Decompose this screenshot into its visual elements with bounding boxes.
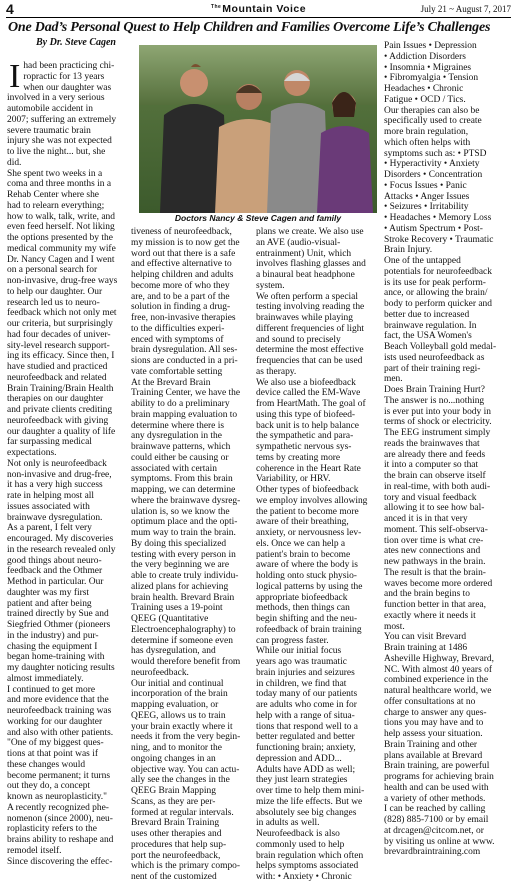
text-line: the very beginning we are bbox=[131, 560, 230, 571]
text-line: tions at that point was if bbox=[7, 749, 98, 759]
text-line: patient and after being bbox=[7, 598, 92, 609]
text-line: almost immediately. bbox=[7, 673, 84, 684]
text-line: function better in that area, bbox=[384, 600, 486, 610]
text-line: tions that respond well to a bbox=[256, 721, 358, 732]
text-line: uses other therapies and bbox=[131, 829, 222, 839]
drop-cap: I bbox=[9, 58, 21, 95]
text-line: Neurofeedback is also bbox=[256, 829, 340, 839]
text-line: our criteria, but surprisingly bbox=[7, 319, 113, 329]
text-line: nomenon (since 2000), neu- bbox=[7, 813, 113, 824]
text-line: encouraged. My discoveries bbox=[7, 534, 114, 544]
text-line: Brain training at 1486 bbox=[384, 643, 468, 653]
text-line: far surpassing medical bbox=[7, 437, 92, 448]
text-line: become permanent; it turns bbox=[7, 770, 110, 781]
text-line: ally see the changes in the bbox=[131, 775, 230, 786]
text-line: over time to help them mini- bbox=[256, 786, 365, 796]
text-line: neurofeedback training was bbox=[7, 706, 112, 716]
text-line: The answer is no...nothing bbox=[384, 395, 485, 406]
text-line: better due to increased bbox=[384, 309, 470, 320]
text-line: Beach Volleyball gold medal- bbox=[384, 342, 497, 352]
text-line: ropractic for 13 years bbox=[23, 71, 105, 82]
text-line: have studied and practiced bbox=[7, 362, 108, 372]
text-line: • Insomnia • Migraines bbox=[384, 62, 472, 73]
text-line: rofeedback of brain training bbox=[256, 624, 362, 635]
text-line: mize the life effects. But we bbox=[256, 796, 363, 807]
text-line: tiveness of neurofeedback, bbox=[131, 227, 232, 237]
text-line: patient's brain to become bbox=[256, 549, 351, 560]
text-line: ability to do a preliminary bbox=[131, 399, 230, 409]
text-line: your brain exactly where it bbox=[131, 721, 233, 732]
text-line: today many of our patients bbox=[256, 689, 358, 700]
text-line: While our initial focus bbox=[256, 646, 342, 657]
text-line: neurofeedback with giving bbox=[7, 415, 109, 426]
text-line: ning, and to monitor the bbox=[131, 743, 222, 753]
text-line: I can be reached by calling bbox=[384, 804, 486, 815]
text-line: One of the untapped bbox=[384, 256, 461, 266]
issue-date: July 21 ~ August 7, 2017 bbox=[420, 4, 511, 14]
text-line: nent of the customized bbox=[131, 872, 217, 882]
text-line: ing its efficacy. Since then, I bbox=[7, 351, 115, 362]
family-photo-figures bbox=[139, 45, 377, 213]
text-line: sity-level research support- bbox=[7, 340, 110, 351]
text-line: are already there and feeds bbox=[384, 449, 486, 460]
text-line: sions are conducted in a pri- bbox=[131, 356, 238, 366]
text-line: Stroke Recovery • Traumatic bbox=[384, 234, 494, 245]
text-line: any dysregulation in the bbox=[131, 431, 222, 442]
text-line: commonly used to help bbox=[256, 839, 345, 850]
text-line: and effective alternative to bbox=[131, 259, 232, 270]
text-line: remodel itself. bbox=[7, 845, 62, 856]
text-line: trained directly by Sue and bbox=[7, 609, 109, 620]
text-line: had four decades of univer- bbox=[7, 329, 111, 340]
text-line: • Focus Issues • Panic bbox=[384, 180, 467, 191]
text-line: these changes would bbox=[7, 759, 86, 770]
text-line: non-invasive and drug-free, bbox=[7, 469, 112, 480]
text-line: charge to answer any ques- bbox=[384, 707, 487, 718]
text-line: Brevard Brain Training bbox=[131, 818, 220, 829]
text-line: system. bbox=[256, 280, 285, 291]
text-line: in real-time, with both audi- bbox=[384, 481, 491, 492]
text-line: brainwave dysregulation. bbox=[7, 512, 103, 523]
text-line: to the difficulties experi- bbox=[131, 323, 225, 334]
text-line: feedback which not only met bbox=[7, 308, 117, 319]
text-line: QEEG Brain Mapping bbox=[131, 786, 216, 796]
text-line: Since discovering the effec- bbox=[7, 856, 113, 867]
text-line: The EEG instrument simply bbox=[384, 428, 491, 438]
text-line: my mission is to now get the bbox=[131, 237, 240, 248]
article-title: One Dad’s Personal Quest to Help Children and Families Overcome Life’s Challenges bbox=[8, 20, 491, 35]
text-line: at drcagen@citcom.net, or bbox=[384, 825, 484, 836]
text-line: aware of where the body is bbox=[256, 560, 358, 571]
text-line: combined experience in the bbox=[384, 675, 489, 686]
text-line: the brain can observe itself bbox=[384, 471, 486, 481]
text-line: had been practicing chi- bbox=[23, 61, 115, 71]
text-line: has dysregulation, and bbox=[131, 646, 216, 657]
text-line: coherence in the Heart Rate bbox=[256, 463, 361, 474]
text-line: it has a very high success bbox=[7, 480, 103, 491]
text-line: back unit is to help balance bbox=[256, 420, 359, 431]
text-line: At the Brevard Brain bbox=[131, 377, 211, 388]
text-line: • Hyperactivity • Anxiety bbox=[384, 159, 480, 170]
text-line: fact, the USA Women's bbox=[384, 331, 472, 342]
text-line: an AVE (audio-visual- bbox=[256, 237, 341, 248]
text-line: waves become more ordered bbox=[384, 578, 493, 589]
text-line: did. bbox=[7, 157, 22, 168]
text-line: logical patterns by using the bbox=[256, 581, 363, 592]
text-line: in children, we find that bbox=[256, 678, 347, 689]
text-line: brains ability to reshape and bbox=[7, 835, 114, 845]
text-line: ates new connections and bbox=[384, 546, 481, 557]
text-line: associated with certain bbox=[131, 463, 217, 474]
text-line: As a parent, I felt very bbox=[7, 523, 92, 534]
text-line: chasing the equipment I bbox=[7, 641, 98, 652]
text-line: non-invasive, drug-free ways bbox=[7, 276, 118, 286]
text-line: in adults as well. bbox=[256, 818, 320, 829]
text-line: even feed herself. Not liking bbox=[7, 222, 115, 233]
text-line: Scans, as they are per- bbox=[131, 796, 216, 807]
text-line: optimum place and the opti- bbox=[131, 517, 238, 528]
masthead-prefix: The bbox=[210, 4, 222, 10]
text-line: You can visit Brevard bbox=[384, 632, 467, 643]
text-line: By doing this specialized bbox=[131, 538, 227, 549]
text-line: is ever put into your body in bbox=[384, 406, 491, 417]
text-line: would therefore benefit from bbox=[131, 657, 241, 667]
text-line: moment. This self-observa- bbox=[384, 524, 488, 535]
text-line: involved in a very serious bbox=[7, 93, 105, 104]
text-line: holding onto stuck physio- bbox=[256, 571, 357, 581]
text-line: device called the EM-Wave bbox=[256, 388, 361, 399]
text-line: part of their training regi- bbox=[384, 363, 481, 374]
text-line: The result is that the brain- bbox=[384, 567, 486, 578]
text-line: and more evidence that the bbox=[7, 695, 109, 706]
text-line: brain injuries and seizures bbox=[256, 667, 355, 678]
text-line: determine if someone even bbox=[131, 635, 233, 646]
text-line: when our daughter was bbox=[23, 82, 112, 93]
text-line: Our therapies can also be bbox=[384, 105, 480, 116]
text-line: helping children and adults bbox=[131, 270, 234, 280]
text-line: anced it is in that very bbox=[384, 514, 468, 524]
text-line: and the brain begins to bbox=[384, 589, 470, 600]
text-line: • Autism Spectrum • Post- bbox=[384, 223, 483, 234]
text-line: known as neuroplasticity." bbox=[7, 792, 107, 802]
text-line: new pathways in the brain. bbox=[384, 557, 486, 567]
text-line: helps symptoms associated bbox=[256, 861, 359, 872]
article-column-4 bbox=[384, 41, 512, 858]
text-line: functioning brain; anxiety, bbox=[256, 743, 356, 753]
text-line: medical community my wife bbox=[7, 243, 116, 254]
text-line: I continued to get more bbox=[7, 684, 96, 695]
text-line: therapies on our daughter bbox=[7, 394, 104, 405]
text-line: are, and to be a part of the bbox=[131, 291, 230, 302]
text-line: brain dysregulation. All ses- bbox=[131, 345, 238, 356]
text-line: A recently recognized phe- bbox=[7, 802, 109, 813]
text-line: • Headaches • Memory Loss bbox=[384, 213, 492, 223]
text-line: Adults have ADD as well; bbox=[256, 764, 356, 775]
text-line: We also use a biofeedback bbox=[256, 377, 356, 388]
text-line: determine the most effective bbox=[256, 345, 364, 356]
text-line: we employ involves allowing bbox=[256, 495, 368, 506]
text-line: potentials for neurofeedback bbox=[384, 266, 492, 277]
text-line: Dr. Nancy Cagen and I went bbox=[7, 254, 115, 265]
text-line: "One of my biggest ques- bbox=[7, 738, 104, 749]
text-line: absolutely see big changes bbox=[256, 807, 357, 818]
text-line: brain mapping evaluation to bbox=[131, 409, 238, 420]
text-line: offer consultations at no bbox=[384, 696, 476, 707]
text-line: reads the brainwaves that bbox=[384, 438, 480, 449]
page-header bbox=[6, 3, 511, 17]
text-line: ulation is, so we know the bbox=[131, 506, 230, 517]
text-line: become more of who they bbox=[131, 280, 230, 291]
text-line: using this type of biofeed- bbox=[256, 409, 356, 420]
text-line: needs it from the very begin- bbox=[131, 732, 241, 743]
text-line: better regulated and better bbox=[256, 732, 355, 743]
text-line: plans we create. We also use bbox=[256, 227, 364, 237]
text-line: depression and ADD... bbox=[256, 753, 342, 764]
text-line: enced with symptoms of bbox=[131, 334, 224, 345]
text-line: Brain training, are powerful bbox=[384, 761, 490, 772]
text-line: Asheville Highway, Brevard, bbox=[384, 653, 494, 664]
text-line: Brain Training and other bbox=[384, 739, 478, 750]
text-line: with: • Anxiety • Chronic bbox=[256, 872, 352, 882]
text-line: where the brainwave dysreg- bbox=[131, 495, 241, 506]
text-line: • Fibromyalgia • Tension bbox=[384, 73, 479, 84]
text-line: help assess your situation. bbox=[384, 729, 483, 739]
text-line: a variety of other methods. bbox=[384, 793, 486, 804]
text-line: daughter was my first bbox=[7, 587, 90, 598]
text-line: injury she was not expected bbox=[7, 136, 112, 147]
text-line: programs for achieving brain bbox=[384, 772, 494, 782]
text-line: exactly where it needs it bbox=[384, 610, 476, 621]
text-line: automobile accident in bbox=[7, 104, 93, 114]
text-line: Electroencephalography) to bbox=[131, 624, 236, 635]
text-line: more brain regulation, bbox=[384, 127, 469, 137]
text-line: working for our daughter bbox=[7, 716, 103, 727]
text-line: • Addiction Disorders bbox=[384, 51, 466, 62]
text-line: Pain Issues • Depression bbox=[384, 41, 477, 51]
text-line: Brain Training/Brain Health bbox=[7, 383, 114, 394]
text-line: tems by creating more bbox=[256, 452, 341, 463]
text-line: in the research revealed only bbox=[7, 544, 116, 555]
text-line: Does Brain Training Hurt? bbox=[384, 385, 485, 395]
text-line: and private clients crediting bbox=[7, 405, 113, 415]
text-line: the patient to become more bbox=[256, 506, 359, 517]
text-line: formed at regular intervals. bbox=[131, 807, 234, 818]
text-line: ance, or allowing the brain/ bbox=[384, 288, 488, 299]
text-line: Variability, or HRV. bbox=[256, 474, 331, 485]
text-line: incorporation of the brain bbox=[131, 689, 228, 700]
text-line: els. Once we can help a bbox=[256, 538, 346, 549]
text-line: most. bbox=[384, 621, 405, 632]
text-line: and sound to precisely bbox=[256, 334, 341, 345]
text-line: Disorders • Concentration bbox=[384, 170, 483, 180]
text-line: tory and visual feedback bbox=[384, 492, 477, 503]
text-line: procedures that help sup- bbox=[131, 839, 227, 850]
text-line: Training Center, we have the bbox=[131, 388, 241, 399]
text-line: could either be causing or bbox=[131, 452, 229, 463]
text-line: entrainment) Unit, which bbox=[256, 248, 352, 259]
text-line: they just learn strategies bbox=[256, 775, 348, 786]
text-line: severe traumatic brain bbox=[7, 125, 91, 136]
text-line: word out that there is a safe bbox=[131, 248, 236, 259]
text-line: QEEG (Quantitative bbox=[131, 614, 209, 624]
text-line: by visiting us online at www. bbox=[384, 836, 495, 847]
text-line: Headaches • Chronic bbox=[384, 84, 464, 94]
text-line: good things about neuro- bbox=[7, 555, 102, 566]
text-line: sympathetic nervous sys- bbox=[256, 442, 352, 452]
text-line: Attacks • Anger Issues bbox=[384, 191, 470, 202]
text-line: solution in finding a drug- bbox=[131, 302, 231, 313]
text-line: feedback and the Othmer bbox=[7, 566, 103, 577]
text-line: testing with every person in bbox=[131, 549, 236, 560]
text-line: a binaural beat headphone bbox=[256, 270, 355, 280]
text-line: is its use for peak perform- bbox=[384, 277, 486, 288]
text-line: body to perform quicker and bbox=[384, 299, 492, 309]
text-line: She spent two weeks in a bbox=[7, 168, 103, 179]
text-line: it into a computer so that bbox=[384, 460, 479, 471]
text-line: tions you may have and to bbox=[384, 718, 484, 729]
text-line: Rehab Center where she bbox=[7, 190, 99, 200]
text-line: different frequencies of light bbox=[256, 323, 365, 334]
text-line: brainwave patterns, which bbox=[131, 442, 231, 452]
text-line: appropriate biofeedback bbox=[256, 592, 348, 603]
text-line: had to relearn everything; bbox=[7, 200, 105, 211]
header-rule bbox=[6, 17, 511, 18]
page-number: 4 bbox=[6, 1, 14, 17]
text-line: Brain Injury. bbox=[384, 245, 433, 256]
text-line: as therapy. bbox=[256, 366, 297, 377]
text-line: issues associated with bbox=[7, 501, 90, 512]
text-line: brain health. Brevard Brain bbox=[131, 592, 235, 603]
text-line: the sympathetic and para- bbox=[256, 431, 354, 442]
masthead-name: Mountain Voice bbox=[222, 3, 307, 15]
text-line: QEEG, allows us to train bbox=[131, 710, 226, 721]
text-line: • Seizures • Irritability bbox=[384, 202, 469, 213]
text-line: began home-training with bbox=[7, 652, 105, 663]
text-line: ists used neurofeedback as bbox=[384, 352, 485, 363]
text-line: research led us to neuro- bbox=[7, 297, 100, 308]
text-line: the options presented by the bbox=[7, 233, 113, 243]
text-line: mapping evaluation, or bbox=[131, 700, 219, 710]
article-byline: By Dr. Steve Cagen bbox=[36, 37, 116, 48]
text-line: brain regulation which often bbox=[256, 850, 364, 861]
text-line: help with a range of situa- bbox=[256, 710, 355, 721]
text-line: which often helps with bbox=[384, 137, 471, 148]
text-line: frequencies that can be used bbox=[256, 356, 363, 366]
text-line: and also with other patients. bbox=[7, 727, 114, 738]
text-line: on a personal search for bbox=[7, 265, 98, 276]
text-line: coma and three months in a bbox=[7, 179, 112, 190]
text-line: involves flashing glasses and bbox=[256, 259, 366, 270]
text-line: terms of shock or electricity. bbox=[384, 417, 492, 428]
text-line: brainwaves while playing bbox=[256, 313, 353, 323]
text-line: health and can be used with bbox=[384, 782, 489, 793]
text-line: symptoms. From this brain bbox=[131, 474, 233, 485]
text-line: We often perform a special bbox=[256, 291, 358, 302]
text-line: are adults who come in for bbox=[256, 700, 357, 710]
person-right bbox=[317, 92, 373, 213]
text-line: port the neurofeedback, bbox=[131, 850, 221, 861]
text-line: Siegfried Othmer (pioneers bbox=[7, 620, 111, 630]
text-line: natural healthcare world, we bbox=[384, 686, 492, 696]
text-line: alized plans for achieving bbox=[131, 581, 229, 592]
article-column-2 bbox=[131, 227, 253, 883]
text-line: specifically used to create bbox=[384, 116, 482, 127]
text-line: Other types of biofeedback bbox=[256, 485, 359, 495]
text-line: Our initial and continual bbox=[131, 678, 224, 689]
text-line: tion over time is what cre- bbox=[384, 535, 484, 546]
text-line: my daughter noticing results bbox=[7, 663, 115, 673]
text-line: years ago was traumatic bbox=[256, 657, 347, 667]
text-line: Method in particular. Our bbox=[7, 577, 104, 587]
text-line: our daughter a quality of life bbox=[7, 426, 116, 437]
text-line: plans available at Brevard bbox=[384, 750, 483, 761]
text-line: brainwave regulation. In bbox=[384, 320, 477, 331]
text-line: men. bbox=[384, 374, 403, 385]
text-line: how to walk, talk, write, and bbox=[7, 211, 115, 222]
text-line: rate in helping most all bbox=[7, 491, 95, 501]
text-line: to help our daughter. Our bbox=[7, 286, 103, 297]
text-line: testing involving reading the bbox=[256, 302, 365, 313]
text-line: ongoing changes in an bbox=[131, 753, 216, 764]
text-line: (828) 885-7100 or by email bbox=[384, 815, 489, 825]
text-line: able to create truly individu- bbox=[131, 571, 239, 581]
text-line: allowing it to see how bal- bbox=[384, 503, 485, 514]
text-line: vate comfortable setting bbox=[131, 366, 223, 377]
text-line: to live the night... but, she bbox=[7, 147, 106, 157]
family-photo bbox=[139, 45, 377, 213]
text-line: free, non-invasive therapies bbox=[131, 313, 236, 323]
text-line: Not only is neurofeedback bbox=[7, 458, 107, 469]
photo-caption: Doctors Nancy & Steve Cagen and family bbox=[174, 213, 342, 223]
text-line: roplasticity refers to the bbox=[7, 824, 97, 835]
article-column-1 bbox=[7, 58, 129, 867]
text-line: brevardbraintraining.com bbox=[384, 847, 481, 858]
text-line: symptoms such as: • PTSD bbox=[384, 148, 487, 159]
text-line: from HeartMath. The goal of bbox=[256, 399, 366, 409]
text-line: expectations. bbox=[7, 448, 57, 458]
text-line: objective way. You can actu- bbox=[131, 764, 240, 775]
text-line: neurofeedback and related bbox=[7, 372, 107, 383]
text-line: which is the primary compo- bbox=[131, 861, 241, 872]
text-line: can progress faster. bbox=[256, 635, 329, 646]
text-line: in the industry) and pur- bbox=[7, 630, 99, 641]
text-line: Fatigue • OCD / Tics. bbox=[384, 94, 466, 105]
text-line: NC. With almost 40 years of bbox=[384, 664, 492, 675]
text-line: methods, then things can bbox=[256, 603, 350, 614]
text-line: Training uses a 19-point bbox=[131, 603, 223, 614]
text-line: aware of their breathing, bbox=[256, 517, 349, 528]
article-column-3 bbox=[256, 227, 378, 883]
text-line: neurofeedback. bbox=[131, 667, 189, 678]
text-line: anxiety, or nervousness lev- bbox=[256, 528, 362, 538]
text-line: mum way to train the brain. bbox=[131, 528, 236, 538]
text-line: 2007; suffering an extremely bbox=[7, 114, 117, 125]
text-line: determine where there is bbox=[131, 420, 225, 431]
text-line: begin shifting and the neu- bbox=[256, 614, 358, 624]
text-line: out they do, a concept bbox=[7, 781, 91, 792]
text-line: mapping, we can determine bbox=[131, 485, 236, 495]
